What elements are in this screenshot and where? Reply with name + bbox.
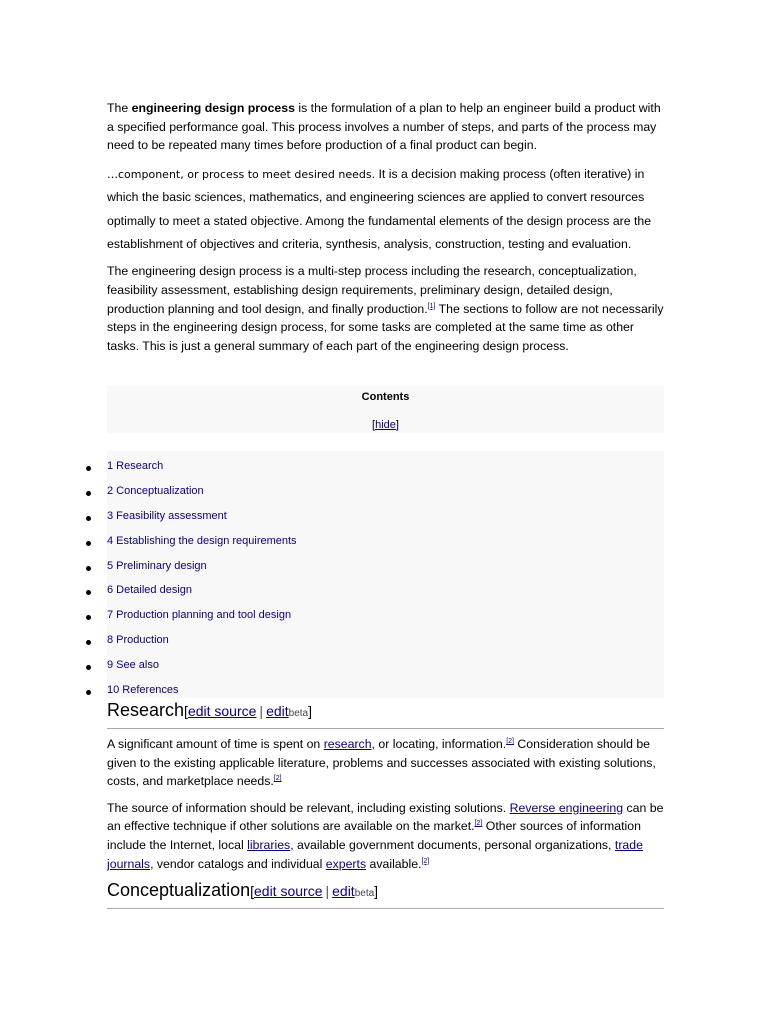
intro-paragraph: The engineering design process is the formulation of a plan to help an engineer build a product with a specified performance goal. This process involves a number of steps, and parts of the process may need to be repeated many times before production of a final product can begin. — [107, 101, 661, 153]
edit-links: [edit source | editbeta] — [184, 703, 312, 719]
experts-link[interactable]: experts — [325, 856, 367, 871]
toc-hide-toggle: [hide] — [372, 419, 399, 431]
edit-beta-link[interactable]: edit — [332, 883, 355, 899]
reverse-engineering-link[interactable]: Reverse engineering — [509, 800, 624, 815]
bullet-icon — [86, 640, 91, 645]
bullet-icon — [86, 516, 91, 521]
toc-title: Contents — [361, 391, 410, 403]
toc-item-see-also[interactable]: 9 See also — [107, 659, 159, 677]
edit-source-link[interactable]: edit source — [187, 703, 257, 719]
edit-source-link[interactable]: edit source — [254, 883, 323, 899]
toc-item-conceptualization[interactable]: 2 Conceptualization — [107, 485, 204, 503]
citation-2[interactable]: [2] — [273, 775, 282, 783]
toc-item-research[interactable]: 1 Research — [107, 460, 163, 478]
overview-paragraph: The engineering design process is a multi-step process including the research, conceptualization, feasibility assessment, establishing design requirements, preliminary design, detailed design, production planning and tool design, and finally production.[1] The sections to follow are not necessarily steps in the engineering design process, for some tasks are completed at the same time as other tasks. This is just a general summary of each part of the engineering design process. — [107, 264, 664, 353]
toc-list — [107, 451, 664, 698]
research-link[interactable]: research — [323, 737, 372, 751]
toc-item-production-planning[interactable]: 7 Production planning and tool design — [107, 609, 291, 627]
libraries-link[interactable]: libraries — [247, 837, 291, 852]
toc-item-references[interactable]: 10 References — [107, 684, 179, 702]
edit-beta-link[interactable]: edit — [266, 703, 289, 719]
bullet-icon — [86, 566, 91, 571]
edit-links: [edit source | editbeta] — [250, 883, 379, 899]
bullet-icon — [86, 615, 91, 620]
citation-2[interactable]: [2] — [506, 738, 514, 745]
research-section — [107, 735, 664, 873]
bullet-icon — [86, 466, 91, 471]
research-paragraph-1: A significant amount of time is spent on research, or locating, information.[2] Consideration should be given to the existing applicable literature, problems and successes associated with existing solutions, costs, and marketplace needs.[2] — [107, 737, 656, 789]
article-body — [107, 99, 664, 355]
toc-hide-link[interactable]: hide — [375, 419, 396, 431]
section-heading-conceptualization: Conceptualization[edit source | editbeta] — [107, 878, 664, 909]
citation-2[interactable]: [2] — [474, 820, 483, 828]
research-paragraph-2: The source of information should be relevant, including existing solutions. Reverse engineering can be an effective technique if other solutions are available on the market.[2] Other sources of information include the Internet, local libraries, available government documents, personal organizations, trade journals, vendor catalogs and individual experts available.[2] — [107, 800, 664, 871]
bullet-icon — [86, 541, 91, 546]
citation-2[interactable]: [2] — [421, 857, 430, 865]
bullet-icon — [86, 690, 91, 695]
trade-journals-link[interactable]: trade journals — [107, 837, 643, 871]
bullet-icon — [86, 590, 91, 595]
toc-item-requirements[interactable]: 4 Establishing the design requirements — [107, 535, 297, 553]
toc-item-feasibility[interactable]: 3 Feasibility assessment — [107, 510, 227, 528]
toc-item-detailed-design[interactable]: 6 Detailed design — [107, 584, 192, 602]
definition-quote: …component, or process to meet desired needs. It is a decision making process (often iterative) in which the basic sciences, mathematics, and engineering sciences are applied to convert resources optimally to meet a stated objective. Among the fundamental elements of the design process are the establishment of objectives and criteria, synthesis, analysis, construction, testing and evaluation. — [107, 166, 652, 251]
toc-header — [107, 386, 664, 433]
citation-1[interactable]: [1] — [427, 302, 436, 310]
toc-item-production[interactable]: 8 Production — [107, 634, 169, 652]
intro-bold-term: engineering design process — [131, 101, 295, 115]
section-heading-research: Research[edit source | editbeta] — [107, 698, 664, 729]
bullet-icon — [86, 491, 91, 496]
bullet-icon — [86, 665, 91, 670]
toc-item-preliminary-design[interactable]: 5 Preliminary design — [107, 560, 207, 578]
